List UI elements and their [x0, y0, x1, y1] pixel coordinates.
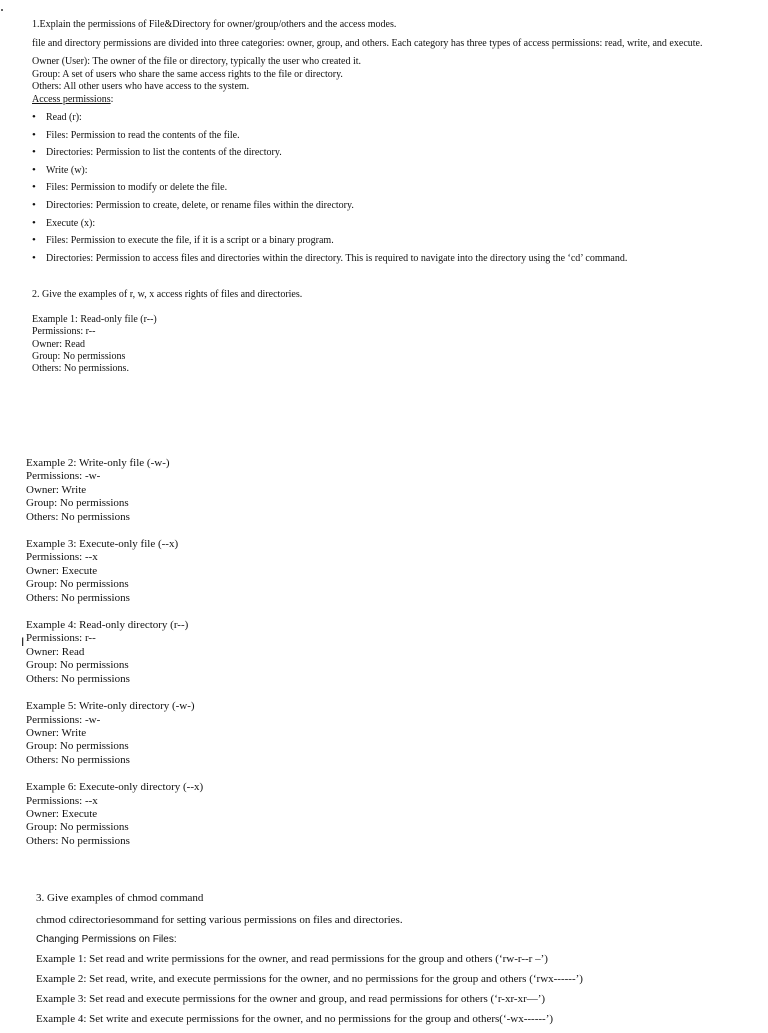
example-title: Example 1: Read-only file (r--)	[32, 314, 157, 326]
list-item: • Directories: Permission to create, delete, or rename files within the directory.	[32, 200, 752, 218]
example-line: Owner: Write	[26, 483, 87, 496]
example-line: Owner: Write	[26, 726, 87, 739]
example-title: Example 3: Execute-only file (--x)	[26, 538, 179, 551]
example-1	[32, 314, 302, 375]
example-line: Others: No permissions	[26, 672, 130, 685]
example-3	[26, 538, 203, 605]
section-1	[32, 19, 752, 270]
chmod-intro: chmod cdirectoriesommand for setting various permissions on files and directories.	[36, 914, 403, 926]
example-line: Others: No permissions	[26, 591, 130, 604]
example-line: Owner: Read	[32, 338, 86, 350]
example-line: Others: No permissions	[26, 753, 130, 766]
example-line: Others: No permissions	[26, 510, 130, 523]
example-line: Permissions: --x	[26, 551, 98, 564]
changing-permissions-subheading: Changing Permissions on Files:	[36, 934, 177, 945]
example-line: Others: No permissions	[26, 834, 130, 847]
stray-dot	[1, 9, 3, 11]
example-line: Group: No permissions	[26, 578, 129, 591]
list-item: • Files: Permission to read the contents of the file.	[32, 130, 752, 148]
example-line: Owner: Execute	[26, 807, 98, 820]
example-4	[26, 619, 203, 686]
list-item: • Directories: Permission to list the contents of the directory.	[32, 147, 752, 165]
example-line: Permissions: -w-	[26, 713, 101, 726]
others-definition: Others: All other users who have access to the system.	[32, 81, 250, 92]
example-line: Group: No permissions	[26, 740, 129, 753]
example-title: Example 5: Write-only directory (-w-)	[26, 700, 195, 713]
group-definition: Group: A set of users who share the same access rights to the file or directory.	[32, 68, 343, 80]
example-title: Example 2: Write-only file (-w-)	[26, 457, 170, 469]
examples-list	[26, 457, 203, 862]
section-2	[32, 289, 302, 375]
permissions-intro: file and directory permissions are divided into three categories: owner, group, and others. Each category has three types of access permissions: read, write, and execute.	[32, 37, 703, 49]
list-item: • Read (r):	[32, 112, 752, 130]
example-line: Owner: Execute	[26, 564, 98, 577]
example-5	[26, 700, 203, 767]
example-6	[26, 781, 203, 848]
text-cursor-icon: I	[21, 635, 25, 649]
access-permissions-list	[32, 112, 752, 270]
chmod-example: Example 1: Set read and write permissions for the owner, and read permissions for the group and others (‘rw-r--r –’)	[36, 953, 548, 965]
example-line: Group: No permissions	[26, 821, 129, 834]
chmod-example: Example 3: Set read and execute permissions for the owner and group, and read permissions for others (‘r-xr-xr—’)	[36, 993, 546, 1005]
example-line: Permissions: r--	[32, 326, 96, 338]
example-line: Permissions: r--	[26, 632, 96, 645]
example-line: Permissions: --x	[26, 794, 98, 807]
question-3: 3. Give examples of chmod command	[36, 892, 204, 904]
list-item: • Execute (x):	[32, 218, 752, 236]
example-2	[26, 457, 203, 524]
example-line: Owner: Read	[26, 645, 85, 658]
access-permissions-heading: Access permissions:	[32, 93, 114, 105]
question-1: 1.Explain the permissions of File&Directory for owner/group/others and the access modes.	[32, 19, 397, 30]
question-2: 2. Give the examples of r, w, x access rights of files and directories.	[32, 289, 303, 300]
example-line: Group: No permissions	[32, 350, 126, 362]
example-title: Example 4: Read-only directory (r--)	[26, 619, 189, 632]
chmod-example: Example 2: Set read, write, and execute permissions for the owner, and no permissions for the group and others (‘rwx------’)	[36, 973, 583, 985]
list-item: • Files: Permission to execute the file, if it is a script or a binary program.	[32, 235, 752, 253]
chmod-example: Example 4: Set write and execute permissions for the owner, and no permissions for the group and others(‘-wx------’)	[36, 1013, 554, 1025]
owner-definition: Owner (User): The owner of the file or directory, typically the user who created it.	[32, 56, 362, 67]
list-item: • Directories: Permission to access files and directories within the directory. This is required to navigate into the directory using the ‘cd’ command.	[32, 253, 752, 271]
section-3	[36, 891, 583, 1033]
example-line: Permissions: -w-	[26, 470, 101, 483]
list-item: • Write (w):	[32, 165, 752, 183]
list-item: • Files: Permission to modify or delete the file.	[32, 182, 752, 200]
example-line: Group: No permissions	[26, 659, 129, 672]
example-title: Example 6: Execute-only directory (--x)	[26, 781, 204, 794]
example-line: Others: No permissions.	[32, 363, 129, 375]
example-line: Group: No permissions	[26, 497, 129, 510]
